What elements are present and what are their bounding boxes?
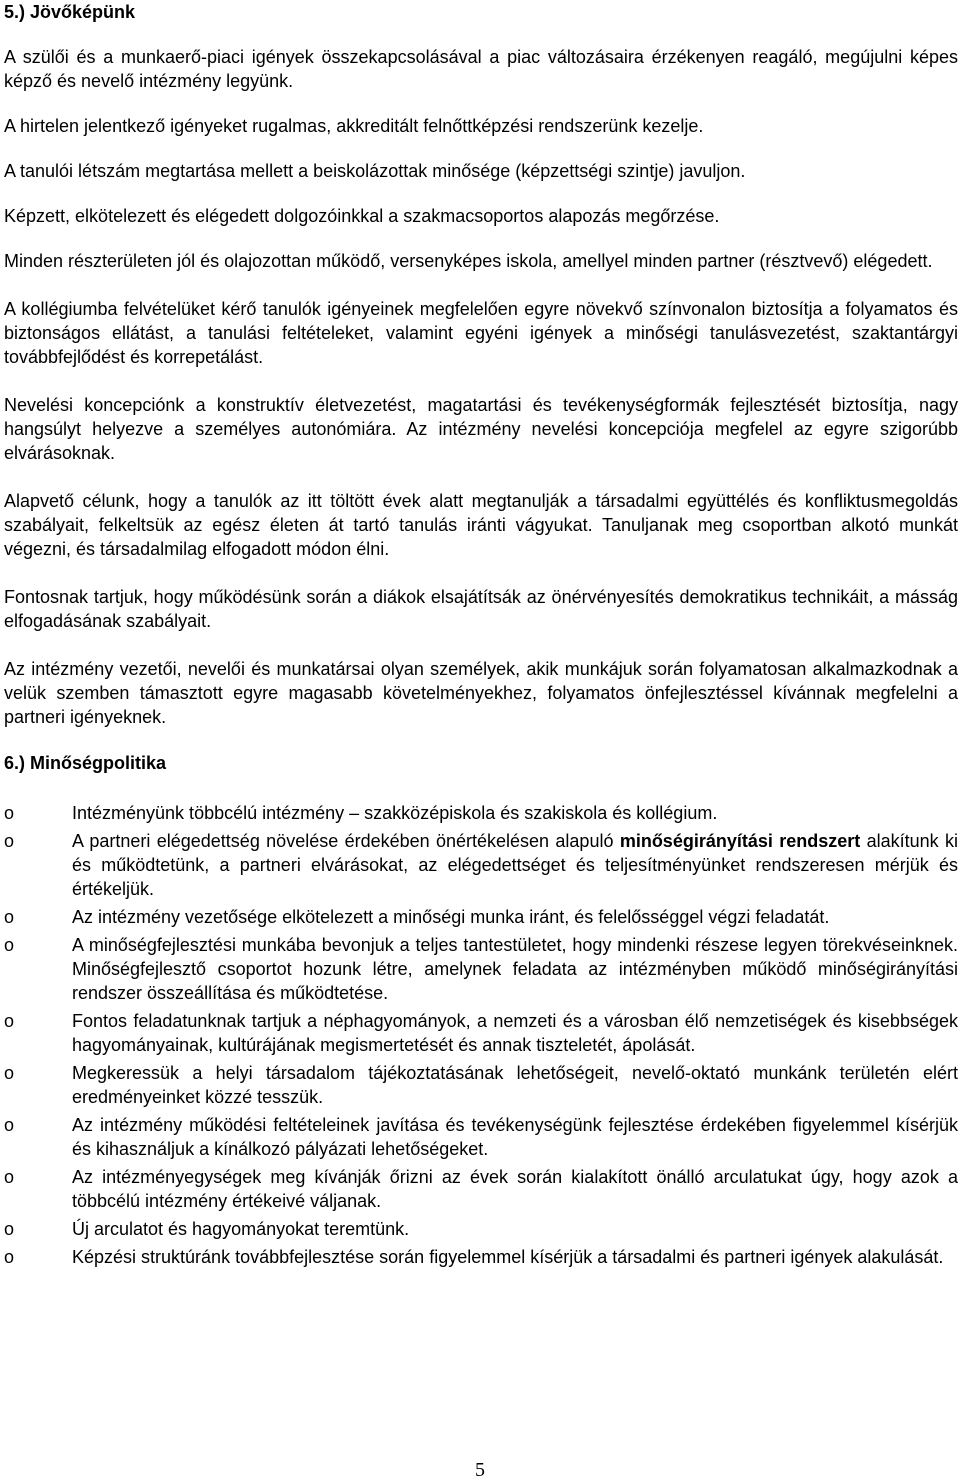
list-item	[4, 1217, 958, 1241]
list-item-text: Képzési struktúránk továbbfejlesztése során figyelemmel kísérjük a társadalmi és partneri igények alakulását.	[72, 1247, 944, 1267]
bullet-marker: o	[4, 1011, 15, 1031]
vision-paragraph: Alapvető célunk, hogy a tanulók az itt töltött évek alatt megtanulják a társadalmi együttélés és konfliktusmegoldás szabályait, felkeltsük az egész életen át tartó tanulás iránti vágyukat. Tanuljanak meg csoportban alkotó munkát végezni, és társadalmilag elfogadott módon élni.	[4, 491, 958, 559]
section-6-heading: 6.) Minőségpolitika	[4, 753, 167, 773]
list-item	[4, 1245, 958, 1269]
bullet-marker: o	[4, 1247, 15, 1267]
list-item	[4, 905, 958, 929]
list-item	[4, 1061, 958, 1109]
list-item	[4, 801, 958, 825]
vision-paragraph: A kollégiumba felvételüket kérő tanulók igényeinek megfelelően egyre növekvő színvonalon biztosítja a folyamatos és biztonságos ellátást, a tanulási feltételeket, valamint egyéni igények a minőségi tanulásvezetést, szaktantárgyi továbbfejlődést és korrepetálást.	[4, 299, 958, 367]
list-item	[4, 829, 958, 901]
list-item-text: alakítunk ki és működtetünk, a partneri elvárásokat, az elégedettséget és teljesítményünket rendszeresen mérjük és értékeljük.	[72, 831, 958, 899]
vision-paragraph: A tanulói létszám megtartása mellett a beiskolázottak minősége (képzettségi szintje) javuljon.	[4, 161, 746, 181]
vision-paragraph: Minden részterületen jól és olajozottan működő, versenyképes iskola, amellyel minden partner (résztvevő) elégedett.	[4, 251, 933, 271]
vision-paragraph: A hirtelen jelentkező igényeket rugalmas, akkreditált felnőttképzési rendszerünk kezelje.	[4, 116, 704, 136]
list-item-text: Intézményünk többcélú intézmény – szakközépiskola és szakiskola és kollégium.	[72, 803, 718, 823]
bullet-marker: o	[4, 935, 15, 955]
list-item-text: Az intézmény vezetősége elkötelezett a minőségi munka iránt, és felelősséggel végzi feladatát.	[72, 907, 830, 927]
page-content	[4, 0, 958, 1273]
list-item	[4, 1165, 958, 1213]
list-item-text: Az intézményegységek meg kívánják őrizni az évek során kialakított önálló arculatukat úgy, hogy azok a többcélú intézmény értékeivé váljanak.	[72, 1167, 958, 1211]
list-item-text: Megkeressük a helyi társadalom tájékoztatásának lehetőségeit, nevelő-oktató munkánk területén elért eredményeinket közzé tesszük.	[72, 1063, 958, 1107]
bullet-marker: o	[4, 803, 15, 823]
list-item-text: Az intézmény működési feltételeinek javítása és tevékenységünk fejlesztése érdekében figyelemmel kísérjük és kihasználjuk a kínálkozó pályázati lehetőségeket.	[72, 1115, 958, 1159]
bullet-marker: o	[4, 1115, 15, 1135]
bullet-marker: o	[4, 907, 15, 927]
list-item-text: Új arculatot és hagyományokat teremtünk.	[72, 1219, 410, 1239]
vision-paragraph: Az intézmény vezetői, nevelői és munkatársai olyan személyek, akik munkájuk során folyamatosan alkalmazkodnak a velük szemben támasztott egyre magasabb követelményekhez, folyamatos önfejlesztéssel kívánnak megfelelni a partneri igényeknek.	[4, 659, 958, 727]
list-item-text: Fontos feladatunknak tartjuk a néphagyományok, a nemzeti és a városban élő nemzetiségek és kisebbségek hagyományainak, kultúrájának megismertetését és annak tiszteletét, ápolását.	[72, 1011, 958, 1055]
bullet-marker: o	[4, 1063, 15, 1083]
list-item-text: A partneri elégedettség növelése érdekében önértékelésen alapuló	[72, 831, 620, 851]
bullet-marker: o	[4, 1167, 15, 1187]
list-item	[4, 933, 958, 1005]
bullet-marker: o	[4, 831, 15, 851]
vision-paragraph: A szülői és a munkaerő-piaci igények összekapcsolásával a piac változásaira érzékenyen reagáló, megújulni képes képző és nevelő intézmény legyünk.	[4, 47, 958, 91]
vision-paragraph: Nevelési koncepciónk a konstruktív életvezetést, magatartási és tevékenységformák fejlesztését biztosítja, nagy hangsúlyt helyezve a személyes autonómiára. Az intézmény nevelési koncepciója megfelel az egyre szigorúbb elvárásoknak.	[4, 395, 958, 463]
vision-paragraph: Fontosnak tartjuk, hogy működésünk során a diákok elsajátítsák az önérvényesítés demokratikus technikáit, a másság elfogadásának szabályait.	[4, 587, 958, 631]
section-5-heading: 5.) Jövőképünk	[4, 2, 136, 22]
vision-paragraph: Képzett, elkötelezett és elégedett dolgozóinkkal a szakmacsoportos alapozás megőrzése.	[4, 206, 720, 226]
quality-policy-list	[4, 801, 958, 1269]
list-item-bold-text: minőségirányítási rendszert	[619, 831, 861, 851]
list-item-text: A minőségfejlesztési munkába bevonjuk a teljes tantestületet, hogy mindenki részese legyen törekvéseinknek. Minőségfejlesztő csoportot hozunk létre, amelynek feladata az intézményben működő minőségirányítási rendszer összeállítása és működtetése.	[72, 935, 958, 1003]
bullet-marker: o	[4, 1219, 15, 1239]
page-number: 5	[475, 1459, 485, 1481]
list-item	[4, 1009, 958, 1057]
list-item	[4, 1113, 958, 1161]
